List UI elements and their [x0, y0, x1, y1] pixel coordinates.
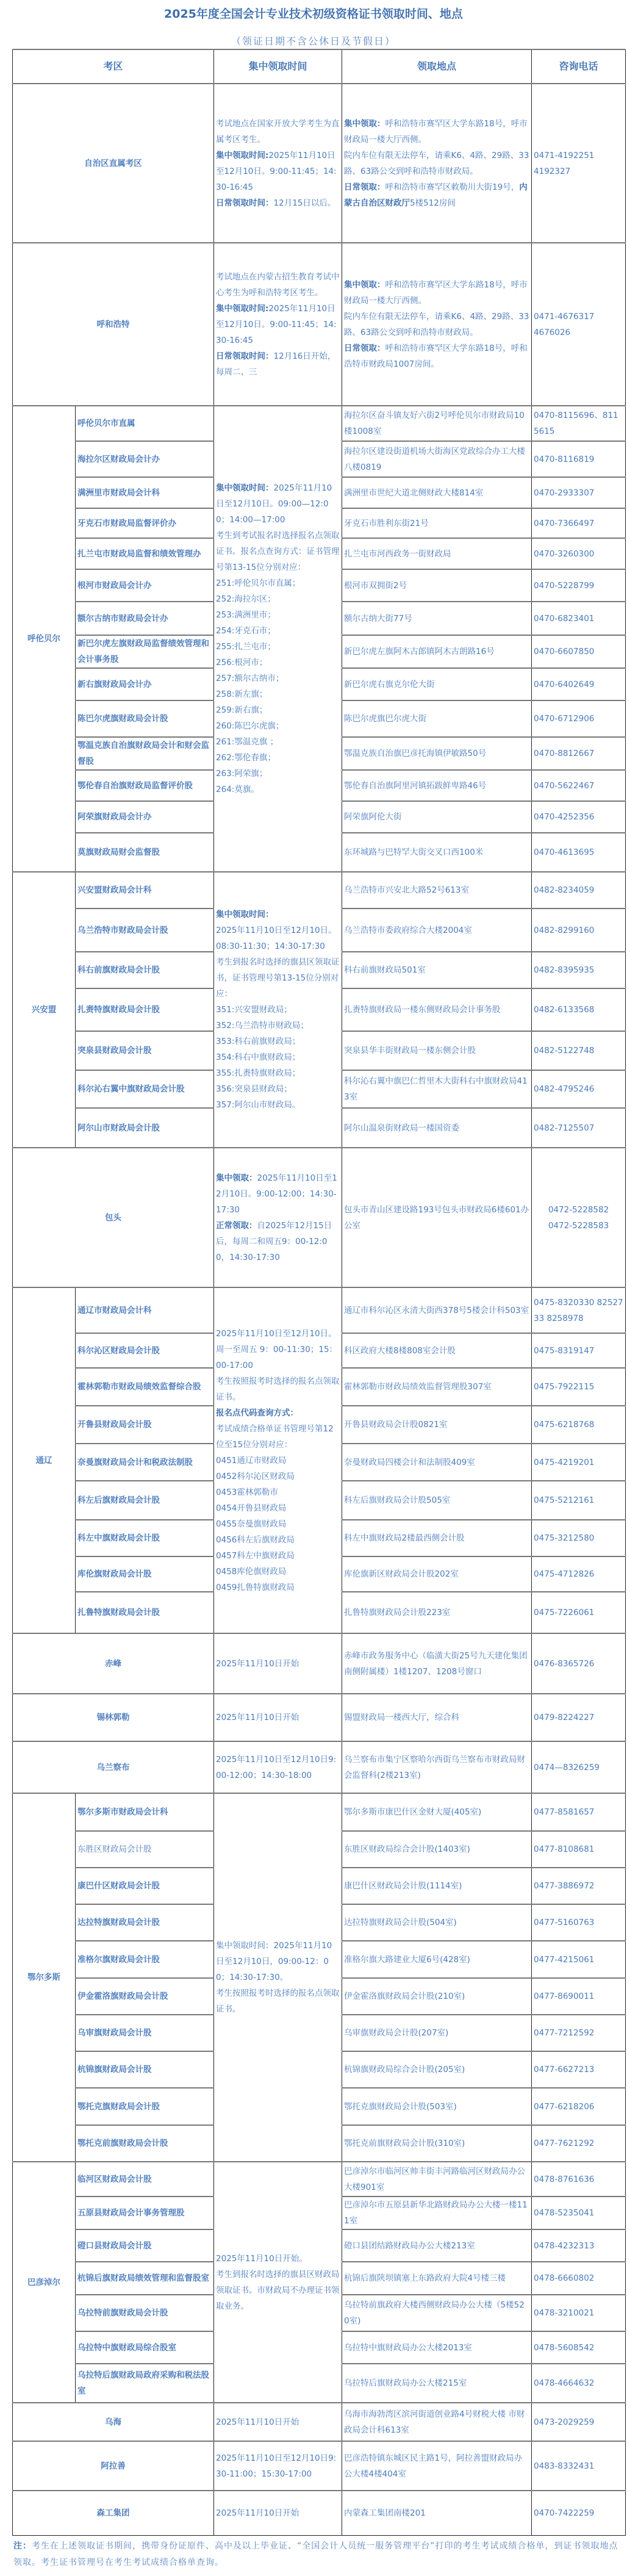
office-name: 准格尔旗财政局会计股 — [76, 1941, 214, 1978]
phone: 0470-6607850 — [532, 635, 626, 668]
office-name: 突泉县财政局会计股 — [76, 1031, 214, 1070]
phone: 0476-8365726 — [532, 1633, 626, 1694]
pickup-time: 考试地点在国家开放大学考生为直属考区考生。 集中领取时间:2025年11月10日至12月10日。9:00-11:45；14:30-16:45 日常领取时间：12月15日以后。 — [214, 84, 342, 243]
pickup-location: 达拉特旗财政局会计股(504室) — [342, 1904, 532, 1941]
phone: 0470-6402649 — [532, 668, 626, 700]
phone: 0477-8581657 — [532, 1793, 626, 1831]
pickup-location: 奈曼财政局四楼会计和法制股409室 — [342, 1444, 532, 1481]
office-name: 库伦旗财政局会计股 — [76, 1556, 214, 1592]
pickup-location: 东胜区财政局综合会计股(1403室) — [342, 1831, 532, 1868]
office-name: 科尔沁区财政局会计股 — [76, 1333, 214, 1368]
pickup-location: 突泉县华丰街财政局一楼东侧会计股 — [342, 1031, 532, 1070]
office-name: 乌审旗财政局会计股 — [76, 2015, 214, 2051]
office-name: 科左后旗财政局会计股 — [76, 1481, 214, 1520]
pickup-location: 锡盟财政局一楼西大厅，综合科 — [342, 1694, 532, 1741]
pickup-location: 扎赉特旗财政局一楼东侧财政局会计事务股 — [342, 988, 532, 1031]
office-name: 莫旗财政局财会监督股 — [76, 833, 214, 872]
phone: 0477-7621292 — [532, 2125, 626, 2162]
table-row — [13, 872, 626, 908]
office-name: 乌兰浩特市财政局会计股 — [76, 908, 214, 952]
phone: 0470-8812667 — [532, 737, 626, 770]
office-name: 扎鲁特旗财政局会计股 — [76, 1592, 214, 1633]
region-name: 阿拉善 — [13, 2441, 214, 2491]
phone: 0478-6660802 — [532, 2262, 626, 2295]
phone: 0470-8115696、8115615 — [532, 406, 626, 441]
pickup-location: 库伦旗新区财政局会计股202室 — [342, 1556, 532, 1592]
office-name: 奈曼旗财政局会计和税政法制股 — [76, 1444, 214, 1481]
office-name: 扎赉特旗财政局会计股 — [76, 988, 214, 1031]
region-name: 赤峰 — [13, 1633, 214, 1694]
office-name: 通辽市财政局会计科 — [76, 1287, 214, 1333]
table-row — [13, 2491, 626, 2535]
pickup-location: 鄂托克前旗财政局会计股(310室) — [342, 2125, 532, 2162]
pickup-location: 陈巴尔虎旗巴尔虎大街 — [342, 700, 532, 737]
office-name: 科尔沁右翼中旗财政局会计股 — [76, 1070, 214, 1108]
pickup-location: 杭锦旗财政局综合会计股(205室) — [342, 2051, 532, 2088]
office-name: 陈巴尔虎旗财政局会计股 — [76, 700, 214, 737]
office-name: 兴安盟财政局会计科 — [76, 872, 214, 908]
pickup-location: 霍林郭勒市财政局绩效监督管理股307室 — [342, 1368, 532, 1406]
office-name: 鄂托克旗财政局会计股 — [76, 2088, 214, 2125]
phone: 0482-5122748 — [532, 1031, 626, 1070]
pickup-location: 内蒙森工集团南楼201 — [342, 2491, 532, 2535]
office-name: 磴口县财政局会计股 — [76, 2229, 214, 2262]
phone: 0475-5212161 — [532, 1481, 626, 1520]
pickup-time: 2025年11月10日开始 — [214, 2491, 342, 2535]
phone: 0478-5608542 — [532, 2331, 626, 2364]
pickup-location: 科左中旗财政局2楼最西侧会计股 — [342, 1520, 532, 1556]
phone: 0477-6627213 — [532, 2051, 626, 2088]
phone: 0475-8319147 — [532, 1333, 626, 1368]
office-name: 阿荣旗财政局会计办 — [76, 801, 214, 833]
pickup-location: 科右前旗财政局501室 — [342, 952, 532, 988]
pickup-location: 鄂尔多斯市康巴什区金财大厦(405室) — [342, 1793, 532, 1831]
phone: 0475-8320330 8252733 8258978 — [532, 1287, 626, 1333]
phone: 0471-4676317 4676026 — [532, 243, 626, 406]
pickup-time: 2025年11月10日开始 — [214, 1633, 342, 1694]
table-row — [13, 1793, 626, 1831]
office-name: 根河市财政局会计办 — [76, 569, 214, 602]
office-name: 牙克石市财政局监督评价办 — [76, 508, 214, 538]
phone: 0475-6218768 — [532, 1406, 626, 1444]
office-name: 鄂尔多斯市财政局会计科 — [76, 1793, 214, 1831]
phone: 0470-6712906 — [532, 700, 626, 737]
pickup-time: 2025年11月10日开始 — [214, 2403, 342, 2441]
office-name: 鄂托克前旗财政局会计股 — [76, 2125, 214, 2162]
pickup-location: 乌兰浩特市兴安北大路52号613室 — [342, 872, 532, 908]
phone: 0477-5160763 — [532, 1904, 626, 1941]
header-phone: 咨询电话 — [532, 49, 626, 84]
phone: 0477-3886972 — [532, 1868, 626, 1904]
phone: 0470-5228799 — [532, 569, 626, 602]
table-row — [13, 2403, 626, 2441]
pickup-location: 伊金霍洛旗财政局会计股(210室) — [342, 1978, 532, 2015]
table-row — [13, 2441, 626, 2491]
pickup-location: 海拉尔区奋斗镇友好六街2号呼伦贝尔市财政局10楼1008室 — [342, 406, 532, 441]
phone: 0475-7922115 — [532, 1368, 626, 1406]
phone: 0482-8234059 — [532, 872, 626, 908]
table-row — [13, 406, 626, 441]
pickup-location: 科尔沁右翼中旗巴仁哲里木大街科右中旗财政局413室 — [342, 1070, 532, 1108]
office-name: 五原县财政局会计事务管理股 — [76, 2196, 214, 2229]
table-row — [13, 1148, 626, 1287]
region-group-name: 兴安盟 — [13, 872, 76, 1148]
header-region: 考区 — [13, 49, 214, 84]
pickup-location: 根河市双拥街2号 — [342, 569, 532, 602]
footnote-text: 考生在上述领取证书期间，携带身份证原件、高中及以上毕业证、“全国会计人员统一服务管理平台”打印的考生考试成绩合格单，到证书领取地点领取。考生证书管理号在考生考试成绩合格单查询。 — [13, 2541, 618, 2567]
office-name: 鄂伦春自治旗财政局监督评价股 — [76, 770, 214, 801]
pickup-location: 乌拉特前旗政府大楼西侧财政局办公大楼（5楼520室) — [342, 2295, 532, 2331]
pickup-location: 包头市青山区建设路193号包头市财政局6楼601办公室 — [342, 1148, 532, 1287]
office-name: 呼伦贝尔市直属 — [76, 406, 214, 441]
header-time: 集中领取时间 — [214, 49, 342, 84]
table-row — [13, 1287, 626, 1333]
pickup-location: 开鲁县财政局会计股0821室 — [342, 1406, 532, 1444]
phone: 0470-2933307 — [532, 477, 626, 508]
pickup-location: 牙克石市胜利东街21号 — [342, 508, 532, 538]
phone: 0482-7125507 — [532, 1108, 626, 1148]
pickup-location: 赤峰市政务服务中心（临潢大街25号九天建化集团南侧附属楼）1楼1207、1208号窗口 — [342, 1633, 532, 1694]
pickup-time: 2025年11月10日至12月10日9:30-11:00；15:30-17:00 — [214, 2441, 342, 2491]
phone: 0482-4795246 — [532, 1070, 626, 1108]
phone: 0471-4192251 4192327 — [532, 84, 626, 243]
office-name: 达拉特旗财政局会计股 — [76, 1904, 214, 1941]
pickup-location: 扎兰屯市河西政务一街财政局 — [342, 538, 532, 569]
table-header-row — [13, 49, 626, 84]
pickup-time: 集中领取时间：2025年11月10日至12月10日，09:00-12：00；14:30-17:30。 考生按照报考时选择的报名点领取证书。 — [214, 1793, 342, 2162]
table-row — [13, 1633, 626, 1694]
pickup-location: 扎鲁特旗财政局会计股223室 — [342, 1592, 532, 1633]
pickup-location: 巴彦浩特镇东城区民主路1号，阿拉善盟财政局办公大楼4楼404室 — [342, 2441, 532, 2491]
phone: 0470-4613695 — [532, 833, 626, 872]
pickup-location: 巴彦淖尔市五原县新华北路财政局办公大楼一楼111室 — [342, 2196, 532, 2229]
pickup-location: 乌拉特中旗财政局办公大楼2013室 — [342, 2331, 532, 2364]
pickup-time: 2025年11月10日至12月10日。周一至周五 9：00-11:30；15：00-17:00 考生按照报考时选择的报名点领取证书。 报名点代码查询方式： 考试成绩合格单证书管理号第12位至15位分别对应： 0451通辽市财政局 0452科尔沁区财政局 0453霍林郭勒市 0454开鲁县财政局 0455奈曼旗财政局 0456科左后旗财政局 0457科左中旗财政局 0458库伦旗财政局 0459扎鲁特旗财政局 — [214, 1287, 342, 1633]
region-name: 包头 — [13, 1148, 214, 1287]
phone: 0477-8690011 — [532, 1978, 626, 2015]
office-name: 扎兰屯市财政局监督和绩效管理办 — [76, 538, 214, 569]
table-row — [13, 2162, 626, 2196]
table-row — [13, 1741, 626, 1793]
office-name: 额尔古纳市财政局会计办 — [76, 602, 214, 635]
pickup-time: 2025年11月10日开始。 考生到报名时选择的旗县区财政局领取证书。市财政局不办理证书领取业务。 — [214, 2162, 342, 2403]
pickup-location: 东环城路与巴特罕大街交叉口西100米 — [342, 833, 532, 872]
pickup-location: 乌拉特后旗财政局办公大楼215室 — [342, 2364, 532, 2403]
office-name: 新右旗财政局会计办 — [76, 668, 214, 700]
pickup-location: 磴口县团结路财政局办公大楼213室 — [342, 2229, 532, 2262]
office-name: 东胜区财政局会计股 — [76, 1831, 214, 1868]
phone: 0470-5622467 — [532, 770, 626, 801]
phone: 0475-7226061 — [532, 1592, 626, 1633]
phone: 0470-7422259 — [532, 2491, 626, 2535]
region-group-name: 通辽 — [13, 1287, 76, 1633]
office-name: 新巴尔虎左旗财政局监督绩效管理和会计事务股 — [76, 635, 214, 668]
pickup-time: 2025年11月10日开始 — [214, 1694, 342, 1741]
office-name: 海拉尔区财政局会计办 — [76, 441, 214, 477]
phone: 0472-5228582 0472-5228583 — [532, 1148, 626, 1287]
phone: 0478-5235041 — [532, 2196, 626, 2229]
phone: 0477-6218206 — [532, 2088, 626, 2125]
pickup-location: 新巴尔虎左旗阿木古郎镇阿木古朗路16号 — [342, 635, 532, 668]
region-name: 锡林郭勒 — [13, 1694, 214, 1741]
office-name: 开鲁县财政局会计股 — [76, 1406, 214, 1444]
region-group-name: 巴彦淖尔 — [13, 2162, 76, 2403]
office-name: 临河区财政局会计股 — [76, 2162, 214, 2196]
table-row — [13, 84, 626, 243]
region-name: 森工集团 — [13, 2491, 214, 2535]
phone: 0470-3260300 — [532, 538, 626, 569]
phone: 0478-8761636 — [532, 2162, 626, 2196]
pickup-location: 乌海市海勃湾区滨河街道创业路4号财税大楼 市财政局会计科613室 — [342, 2403, 532, 2441]
phone: 0478-4664632 — [532, 2364, 626, 2403]
office-name: 乌拉特中旗财政局综合股室 — [76, 2331, 214, 2364]
region-name: 自治区直属考区 — [13, 84, 214, 243]
office-name: 阿尔山市财政局会计股 — [76, 1108, 214, 1148]
office-name: 杭锦旗财政局会计股 — [76, 2051, 214, 2088]
phone: 0482-6133568 — [532, 988, 626, 1031]
footnote-label: 注： — [13, 2541, 32, 2551]
phone: 0475-3212580 — [532, 1520, 626, 1556]
phone: 0470-7366497 — [532, 508, 626, 538]
region-name: 乌兰察布 — [13, 1741, 214, 1793]
pickup-location: 海拉尔区建设街道机场大街海区党政综合办工大楼八楼0819 — [342, 441, 532, 477]
phone: 0473-2029259 — [532, 2403, 626, 2441]
pickup-time: 考试地点在内蒙古招生教育考试中心考生为呼和浩特考区考生。 集中领取时间:2025年11月10日至12月10日。9:00-11:45；14:30-16:45 日常领取时间：12月16日开始，每周二、三 — [214, 243, 342, 406]
region-group-name: 呼伦贝尔 — [13, 406, 76, 872]
office-name: 科左中旗财政局会计股 — [76, 1520, 214, 1556]
pickup-location: 康巴什区财政局会计股(1114室) — [342, 1868, 532, 1904]
certificate-table — [12, 49, 626, 2536]
pickup-location: 乌兰察布市集宁区察哈尔西街乌兰察布市财政局财会监督科(2楼213室) — [342, 1741, 532, 1793]
pickup-location: 乌审旗财政局会计股(207室) — [342, 2015, 532, 2051]
phone: 0482-8395935 — [532, 952, 626, 988]
phone: 0470-6823401 — [532, 602, 626, 635]
phone: 0483-8332431 — [532, 2441, 626, 2491]
page-title: 2025年度全国会计专业技术初级资格证书领取时间、地点 — [164, 7, 463, 21]
phone: 0477-8108681 — [532, 1831, 626, 1868]
office-name: 满洲里市财政局会计科 — [76, 477, 214, 508]
pickup-location: 科左后旗财政局会计股505室 — [342, 1481, 532, 1520]
pickup-location: 满洲里市世纪大道北侧财政大楼814室 — [342, 477, 532, 508]
office-name: 伊金霍洛旗财政局会计股 — [76, 1978, 214, 2015]
office-name: 霍林郭勒市财政局绩效监督综合股 — [76, 1368, 214, 1406]
pickup-time: 集中领取：2025年11月10日至12月10日。9:00-12:00；14:30-17:30 正常领取：自2025年12月15日后，每周二和周五9：00-12:00，14:30-17:30 — [214, 1148, 342, 1287]
page-subtitle: （领证日期不含公休日及节假日） — [231, 35, 396, 47]
phone: 0474—8326259 — [532, 1741, 626, 1793]
pickup-location: 鄂托克旗财政局会计股(503室) — [342, 2088, 532, 2125]
pickup-time: 2025年11月10日至12月10日9:00-12:00；14:30-18:00 — [214, 1741, 342, 1793]
phone: 0482-8299160 — [532, 908, 626, 952]
pickup-location: 杭锦后旗陕坝镇塞上东路政府大院4号楼三楼 — [342, 2262, 532, 2295]
region-name: 乌海 — [13, 2403, 214, 2441]
office-name: 科右前旗财政局会计股 — [76, 952, 214, 988]
header-location: 领取地点 — [342, 49, 532, 84]
region-name: 呼和浩特 — [13, 243, 214, 406]
phone: 0470-8116819 — [532, 441, 626, 477]
pickup-location: 额尔古纳大街77号 — [342, 602, 532, 635]
pickup-location: 乌兰浩特市委政府综合大楼2004室 — [342, 908, 532, 952]
region-group-name: 鄂尔多斯 — [13, 1793, 76, 2162]
pickup-location: 通辽市科尔沁区永清大街西378号5楼会计科503室 — [342, 1287, 532, 1333]
pickup-location: 巴彦淖尔市临河区帅丰街丰河路临河区财政局办公大楼901室 — [342, 2162, 532, 2196]
phone: 0475-4219201 — [532, 1444, 626, 1481]
pickup-location: 集中领取：呼和浩特市赛罕区大学东路18号，呼市财政局一楼大厅西侧。 院内车位有限无法停车，请乘K6、4路、29路、33路、63路公交到呼和浩特市财政局。 日常领取：呼和浩特市赛罕区敕勒川大街19号，内蒙古自治区财政厅5楼512房间 — [342, 84, 532, 243]
office-name: 杭锦后旗财政局绩效管理和监督股室 — [76, 2262, 214, 2295]
pickup-location: 鄂伦春自治旗阿里河镇拓跋鲜卑路46号 — [342, 770, 532, 801]
pickup-time: 集中领取时间：2025年11月10日至12月10日。09:00—12:00；14:00—17:00 考生到考试报名时选择报名点领取证书。报名点查询方式：证书管理号第13-15位分别对应： 251:呼伦贝尔市直属； 252:海拉尔区； 253:满洲里市； 254:牙克石市； 255:扎兰屯市； 256:根河市； 257:额尔古纳市； 258:新左旗； 259:新右旗； 260:陈巴尔虎旗； 261:鄂温克旗 ； 262:鄂伦春旗； 263:阿荣旗； 264:莫旗。 — [214, 406, 342, 872]
table-row — [13, 1694, 626, 1741]
pickup-location: 阿尔山温泉街财政局一楼国资委 — [342, 1108, 532, 1148]
phone: 0478-3210021 — [532, 2295, 626, 2331]
table-row — [13, 243, 626, 406]
phone: 0475-4712826 — [532, 1556, 626, 1592]
pickup-time: 集中领取时间： 2025年11月10日至12月10日。08:30-11:30；14:30-17:30 考生到报名时选择的旗县区领取证书，证书管理号第13-15位分别对应： 351:兴安盟财政局； 352:乌兰浩特市财政局； 353:科右前旗财政局； 354:科右中旗财政局； 355:扎赉特旗财政局； 356:突泉县财政局； 357:阿尔山市财政局。 — [214, 872, 342, 1148]
phone: 0478-4232313 — [532, 2229, 626, 2262]
office-name: 康巴什区财政局会计股 — [76, 1868, 214, 1904]
pickup-location: 集中领取：呼和浩特市赛罕区大学东路18号，呼市财政局一楼大厅西侧。 院内车位有限无法停车，请乘K6、4路、29路、33路、63路公交到呼和浩特市财政局。 日常领取：呼和浩特市赛罕区大学东路18号，呼和浩特市财政局1007房间。 — [342, 243, 532, 406]
footnote — [13, 2538, 620, 2571]
office-name: 鄂温克族自治旗财政局会计和财会监督股 — [76, 737, 214, 770]
phone: 0477-4215061 — [532, 1941, 626, 1978]
office-name: 乌拉特后旗财政局政府采购和税法股室 — [76, 2364, 214, 2403]
pickup-location: 新巴尔虎右旗克尔伦大街 — [342, 668, 532, 700]
pickup-location: 科区政府大楼8楼808室会计股 — [342, 1333, 532, 1368]
pickup-location: 鄂温克族自治旗巴彦托海镇伊敏路50号 — [342, 737, 532, 770]
phone: 0477-7212592 — [532, 2015, 626, 2051]
pickup-location: 准格尔旗大路建业大厦6号(428室) — [342, 1941, 532, 1978]
phone: 0479-8224227 — [532, 1694, 626, 1741]
pickup-location: 阿荣旗阿伦大街 — [342, 801, 532, 833]
phone: 0470-4252356 — [532, 801, 626, 833]
office-name: 乌拉特前旗财政局会计股 — [76, 2295, 214, 2331]
